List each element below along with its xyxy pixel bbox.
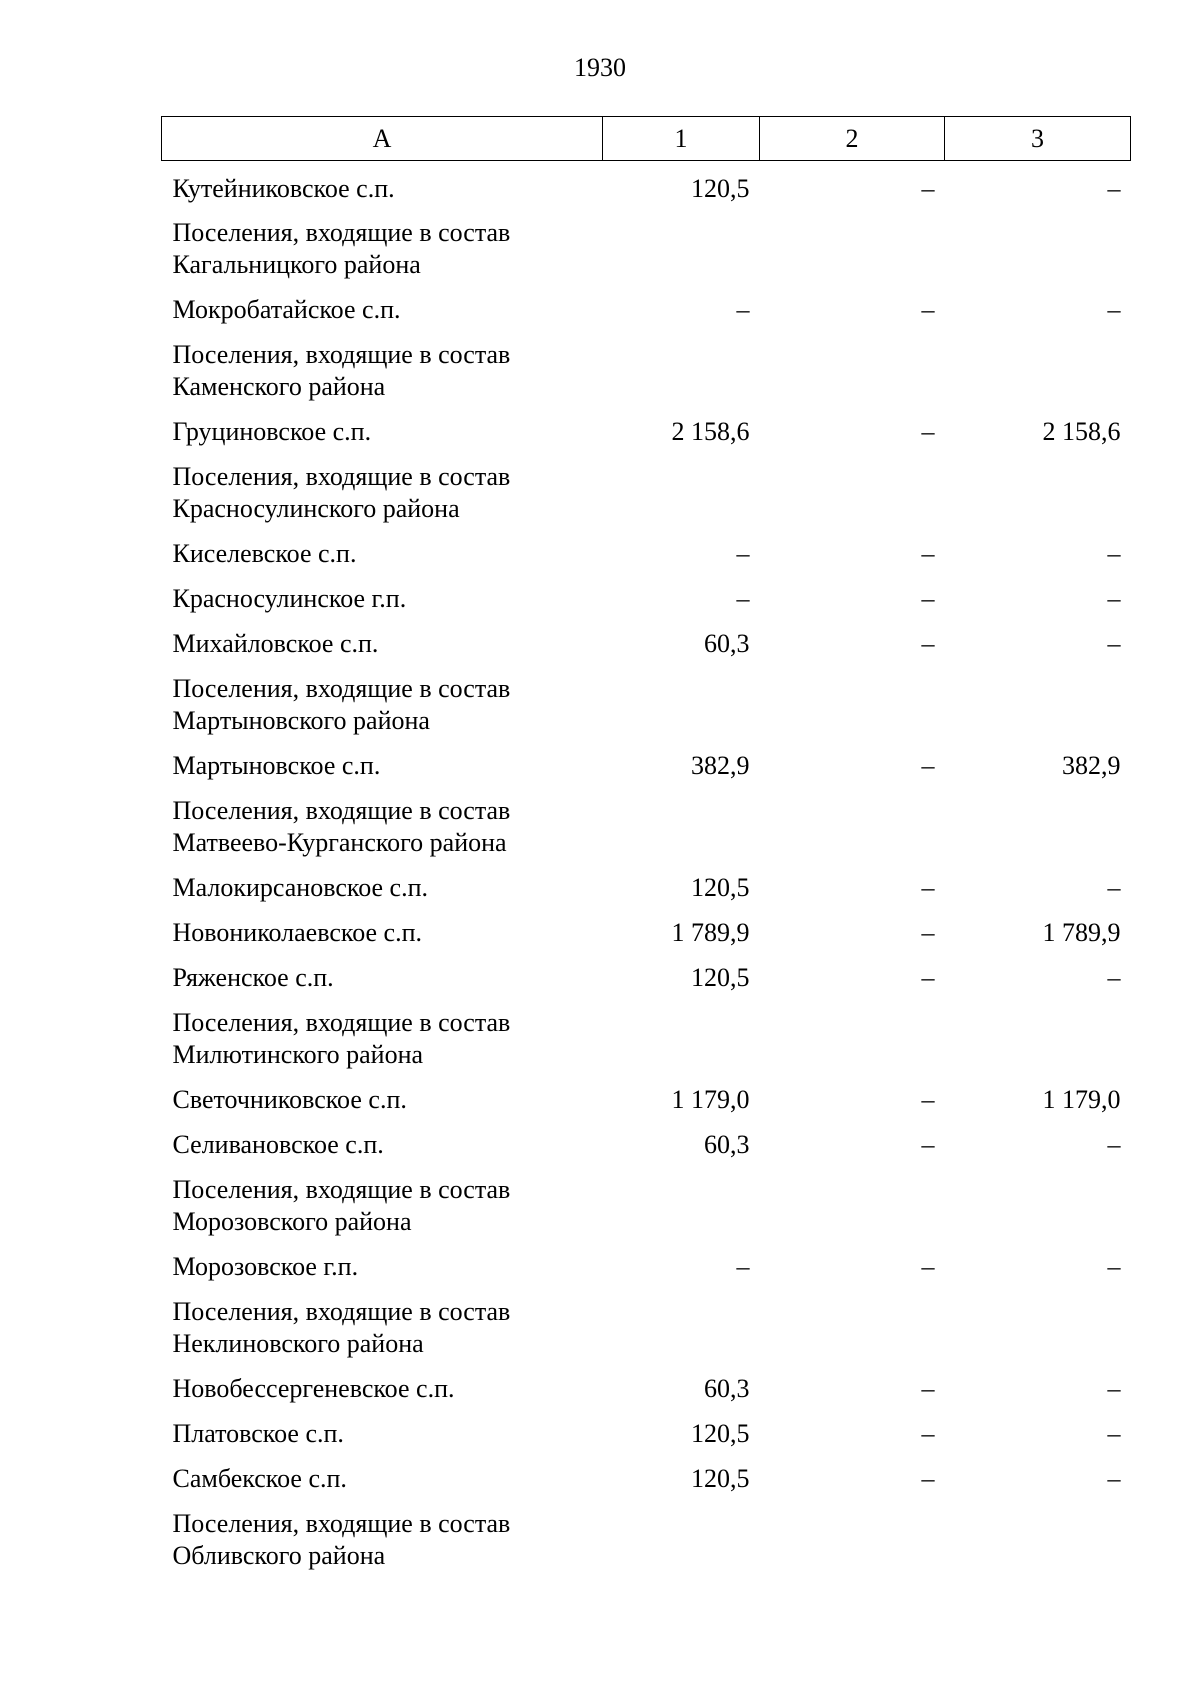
cell-settlement-name: Морозовское г.п. <box>172 1251 359 1281</box>
cell-col-2: – <box>921 1463 935 1493</box>
cell-col-3: – <box>1107 962 1121 992</box>
cell-settlement-name: Поселения, входящие в состав Красносулинского района <box>172 461 511 523</box>
cell-col-3: – <box>1107 1463 1121 1493</box>
cell-col-1: 1 179,0 <box>671 1084 750 1114</box>
cell-col-3: – <box>1107 1418 1121 1448</box>
header-col-3: 3 <box>945 117 1131 161</box>
cell-settlement-name: Поселения, входящие в состав Неклиновского района <box>172 1296 511 1358</box>
cell-col-2: – <box>921 1373 935 1403</box>
cell-col-3 <box>945 452 1131 529</box>
cell-col-3: – <box>1107 1129 1121 1159</box>
cell-col-2: – <box>921 1251 935 1281</box>
header-col-2: 2 <box>760 117 945 161</box>
cell-col-2: – <box>921 1129 935 1159</box>
cell-col-1: – <box>736 294 750 324</box>
cell-col-2 <box>760 1165 945 1242</box>
cell-col-2: – <box>921 1418 935 1448</box>
cell-col-1: 120,5 <box>691 1418 750 1448</box>
cell-settlement-name: Ряженское с.п. <box>172 962 334 992</box>
table-row <box>162 529 1131 574</box>
cell-col-3 <box>945 1165 1131 1242</box>
cell-settlement-name: Поселения, входящие в состав Мартыновского района <box>172 673 511 735</box>
cell-col-1 <box>603 664 760 741</box>
cell-col-1: – <box>736 1251 750 1281</box>
table-row <box>162 619 1131 664</box>
table-row <box>162 1409 1131 1454</box>
cell-col-1: 60,3 <box>704 1129 750 1159</box>
cell-col-2: – <box>921 583 935 613</box>
cell-col-3: – <box>1107 872 1121 902</box>
table-row <box>162 1075 1131 1120</box>
cell-settlement-name: Новобессергеневское с.п. <box>172 1373 455 1403</box>
cell-settlement-name: Груциновское с.п. <box>172 416 372 446</box>
table-row <box>162 1454 1131 1499</box>
cell-col-3: 1 789,9 <box>1042 917 1121 947</box>
table-row <box>162 161 1131 208</box>
cell-col-3 <box>945 786 1131 863</box>
cell-col-1: – <box>736 538 750 568</box>
cell-col-1: 60,3 <box>704 1373 750 1403</box>
table-header <box>162 117 1131 161</box>
table-row <box>162 1242 1131 1287</box>
table-group-row <box>162 998 1131 1075</box>
cell-col-2: – <box>921 628 935 658</box>
cell-col-2: – <box>921 872 935 902</box>
cell-col-1 <box>603 998 760 1075</box>
cell-col-3: – <box>1107 538 1121 568</box>
cell-col-1: – <box>736 583 750 613</box>
cell-col-3: 382,9 <box>1062 750 1121 780</box>
cell-settlement-name: Поселения, входящие в состав Матвеево-Курганского района <box>172 795 511 857</box>
cell-settlement-name: Киселевское с.п. <box>172 538 357 568</box>
table-group-row <box>162 1165 1131 1242</box>
table-row <box>162 407 1131 452</box>
cell-col-3: – <box>1107 294 1121 324</box>
cell-col-1 <box>603 1499 760 1576</box>
data-table <box>161 116 1131 1576</box>
cell-col-2: – <box>921 174 935 203</box>
cell-settlement-name: Поселения, входящие в состав Каменского района <box>172 339 511 401</box>
table-row <box>162 908 1131 953</box>
page-number: 1930 <box>574 53 626 82</box>
cell-col-3: 2 158,6 <box>1042 416 1121 446</box>
cell-col-1: 120,5 <box>691 872 750 902</box>
cell-col-1: 120,5 <box>691 174 750 203</box>
table-row <box>162 863 1131 908</box>
cell-col-2: – <box>921 962 935 992</box>
cell-col-1 <box>603 786 760 863</box>
cell-col-3: 1 179,0 <box>1042 1084 1121 1114</box>
table-row <box>162 285 1131 330</box>
cell-settlement-name: Мокробатайское с.п. <box>172 294 401 324</box>
cell-col-2: – <box>921 750 935 780</box>
cell-col-2 <box>760 998 945 1075</box>
cell-settlement-name: Самбекское с.п. <box>172 1463 347 1493</box>
cell-settlement-name: Селивановское с.п. <box>172 1129 384 1159</box>
table-body <box>162 161 1131 1576</box>
cell-col-2: – <box>921 294 935 324</box>
cell-col-2 <box>760 208 945 285</box>
table-row <box>162 1364 1131 1409</box>
cell-col-3: – <box>1107 1251 1121 1281</box>
cell-settlement-name: Мартыновское с.п. <box>172 750 381 780</box>
cell-col-3 <box>945 1499 1131 1576</box>
cell-col-3 <box>945 664 1131 741</box>
cell-col-3: – <box>1107 628 1121 658</box>
cell-settlement-name: Красносулинское г.п. <box>172 583 407 613</box>
cell-col-2: – <box>921 416 935 446</box>
cell-settlement-name: Поселения, входящие в состав Обливского района <box>172 1508 511 1570</box>
cell-settlement-name: Поселения, входящие в состав Кагальницкого района <box>172 217 511 279</box>
cell-settlement-name: Кутейниковское с.п. <box>172 174 395 203</box>
cell-col-2 <box>760 786 945 863</box>
table-row <box>162 953 1131 998</box>
cell-col-2: – <box>921 1084 935 1114</box>
table-group-row <box>162 208 1131 285</box>
cell-col-1 <box>603 1287 760 1364</box>
cell-col-2: – <box>921 917 935 947</box>
cell-col-3 <box>945 1287 1131 1364</box>
header-col-a: А <box>162 117 603 161</box>
cell-col-1 <box>603 452 760 529</box>
cell-col-2 <box>760 452 945 529</box>
table-group-row <box>162 452 1131 529</box>
cell-settlement-name: Михайловское с.п. <box>172 628 379 658</box>
cell-settlement-name: Платовское с.п. <box>172 1418 344 1448</box>
table-group-row <box>162 1287 1131 1364</box>
cell-col-3 <box>945 208 1131 285</box>
cell-col-2 <box>760 1499 945 1576</box>
cell-col-2: – <box>921 538 935 568</box>
cell-col-1: 120,5 <box>691 962 750 992</box>
cell-col-1: 120,5 <box>691 1463 750 1493</box>
cell-col-2 <box>760 1287 945 1364</box>
cell-col-1 <box>603 1165 760 1242</box>
cell-col-1: 382,9 <box>691 750 750 780</box>
cell-col-3: – <box>1107 174 1121 203</box>
cell-settlement-name: Поселения, входящие в состав Морозовского района <box>172 1174 511 1236</box>
table-group-row <box>162 664 1131 741</box>
cell-col-2 <box>760 664 945 741</box>
table-group-row <box>162 786 1131 863</box>
cell-settlement-name: Новониколаевское с.п. <box>172 917 423 947</box>
cell-col-3: – <box>1107 1373 1121 1403</box>
cell-col-1: 60,3 <box>704 628 750 658</box>
table-group-row <box>162 1499 1131 1576</box>
table-row <box>162 574 1131 619</box>
cell-col-3 <box>945 330 1131 407</box>
cell-col-2 <box>760 330 945 407</box>
cell-col-1 <box>603 208 760 285</box>
cell-settlement-name: Малокирсановское с.п. <box>172 872 429 902</box>
cell-col-1: 2 158,6 <box>671 416 750 446</box>
cell-col-3: – <box>1107 583 1121 613</box>
cell-settlement-name: Поселения, входящие в состав Милютинского района <box>172 1007 511 1069</box>
table-row <box>162 741 1131 786</box>
header-col-1: 1 <box>603 117 760 161</box>
cell-col-1 <box>603 330 760 407</box>
table-row <box>162 1120 1131 1165</box>
cell-col-3 <box>945 998 1131 1075</box>
table-group-row <box>162 330 1131 407</box>
cell-settlement-name: Светочниковское с.п. <box>172 1084 407 1114</box>
cell-col-1: 1 789,9 <box>671 917 750 947</box>
